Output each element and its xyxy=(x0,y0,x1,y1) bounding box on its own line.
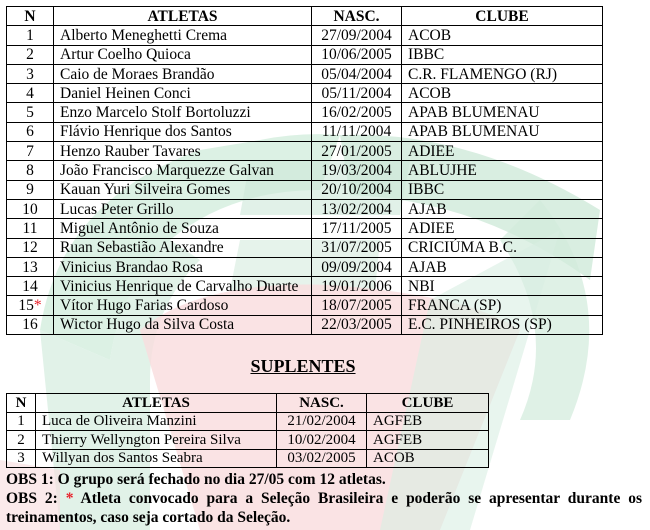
table-row xyxy=(7,161,603,180)
table-row xyxy=(7,122,603,141)
table-row xyxy=(7,199,603,218)
athlete-birth-date: 05/11/2004 xyxy=(312,84,402,103)
header-athletes: ATLETAS xyxy=(54,7,312,26)
number-value: 13 xyxy=(22,258,38,276)
header-birth: NASC. xyxy=(312,7,402,26)
athlete-number xyxy=(7,180,54,199)
header-birth: NASC. xyxy=(277,394,367,413)
table-row xyxy=(7,64,603,83)
athlete-name: Flávio Henrique dos Santos xyxy=(54,122,312,141)
athlete-club: APAB BLUMENAU xyxy=(402,103,603,122)
header-n: N xyxy=(7,394,36,413)
athlete-number xyxy=(7,219,54,238)
athlete-club: IBBC xyxy=(402,180,603,199)
athlete-name: Miguel Antônio de Souza xyxy=(54,219,312,238)
athlete-birth-date: 27/01/2005 xyxy=(312,142,402,161)
athlete-club: AGFEB xyxy=(367,412,489,431)
number-value: 4 xyxy=(26,84,34,102)
table-row xyxy=(7,277,603,296)
header-club: CLUBE xyxy=(367,394,489,413)
athlete-name: Enzo Marcelo Stolf Bortoluzzi xyxy=(54,103,312,122)
athlete-name: Caio de Moraes Brandão xyxy=(54,64,312,83)
number-value: 1 xyxy=(26,26,34,44)
athlete-club: E.C. PINHEIROS (SP) xyxy=(402,315,603,334)
table-row xyxy=(7,26,603,45)
table-row xyxy=(7,45,603,64)
athlete-birth-date: 20/10/2004 xyxy=(312,180,402,199)
athlete-birth-date: 22/03/2005 xyxy=(312,315,402,334)
athlete-number xyxy=(7,412,36,431)
athlete-club: ACOB xyxy=(367,449,489,468)
table-row xyxy=(7,180,603,199)
athlete-club: NBI xyxy=(402,277,603,296)
athlete-club: ADIEE xyxy=(402,219,603,238)
obs2-label: OBS 2: xyxy=(6,490,66,507)
header-club: CLUBE xyxy=(402,7,603,26)
number-value: 2 xyxy=(17,431,25,448)
table-row xyxy=(7,219,603,238)
number-value: 10 xyxy=(22,200,38,218)
athlete-name: Vítor Hugo Farias Cardoso xyxy=(54,296,312,315)
athlete-birth-date: 27/09/2004 xyxy=(312,26,402,45)
number-value: 5 xyxy=(26,104,34,122)
number-value: 14 xyxy=(22,277,38,295)
athlete-number xyxy=(7,26,54,45)
athlete-number xyxy=(7,238,54,257)
number-value: 12 xyxy=(22,239,38,257)
athlete-number xyxy=(7,45,54,64)
observation-2 xyxy=(6,489,642,527)
athlete-name: Lucas Peter Grillo xyxy=(54,199,312,218)
obs2-text: Atleta convocado para a Seleção Brasileira e poderão se apresentar durante os treinamentos, caso seja cortado da Seleção. xyxy=(6,490,642,526)
athlete-name: Luca de Oliveira Manzini xyxy=(36,412,277,431)
table-row xyxy=(7,84,603,103)
number-value: 9 xyxy=(26,181,34,199)
table-row xyxy=(7,142,603,161)
athlete-birth-date: 10/06/2005 xyxy=(312,45,402,64)
athlete-birth-date: 21/02/2004 xyxy=(277,412,367,431)
table-row xyxy=(7,103,603,122)
number-value: 11 xyxy=(22,219,38,237)
athlete-name: Daniel Heinen Conci xyxy=(54,84,312,103)
athlete-name: Ruan Sebastião Alexandre xyxy=(54,238,312,257)
athlete-number xyxy=(7,199,54,218)
athlete-birth-date: 19/03/2004 xyxy=(312,161,402,180)
athlete-name: Vinicius Brandao Rosa xyxy=(54,257,312,276)
athlete-number xyxy=(7,277,54,296)
table-row xyxy=(7,238,603,257)
athlete-birth-date: 10/02/2004 xyxy=(277,431,367,450)
number-value: 8 xyxy=(26,162,34,180)
athlete-number xyxy=(7,103,54,122)
table-row xyxy=(7,412,489,431)
athlete-club: ABLUJHE xyxy=(402,161,603,180)
athlete-birth-date: 18/07/2005 xyxy=(312,296,402,315)
asterisk-marker: * xyxy=(33,297,42,315)
athlete-club: AGFEB xyxy=(367,431,489,450)
asterisk-marker: * xyxy=(65,490,74,507)
table-header-row xyxy=(7,394,489,413)
athlete-birth-date: 09/09/2004 xyxy=(312,257,402,276)
number-value: 1 xyxy=(17,413,25,430)
number-value: 16 xyxy=(22,316,38,334)
number-value: 2 xyxy=(26,46,34,64)
number-value: 15 xyxy=(18,297,34,315)
athlete-club: IBBC xyxy=(402,45,603,64)
athlete-birth-date: 19/01/2006 xyxy=(312,277,402,296)
athlete-name: Alberto Meneghetti Crema xyxy=(54,26,312,45)
athlete-name: Vinicius Henrique de Carvalho Duarte xyxy=(54,277,312,296)
header-athletes: ATLETAS xyxy=(36,394,277,413)
athlete-club: FRANCA (SP) xyxy=(402,296,603,315)
athlete-birth-date: 13/02/2004 xyxy=(312,199,402,218)
athlete-number xyxy=(7,142,54,161)
athlete-club: ACOB xyxy=(402,26,603,45)
athlete-name: Artur Coelho Quioca xyxy=(54,45,312,64)
number-value: 6 xyxy=(26,123,34,141)
substitutes-title: SUPLENTES xyxy=(250,356,356,376)
athlete-number xyxy=(7,296,54,315)
number-value: 7 xyxy=(26,142,34,160)
athlete-number xyxy=(7,431,36,450)
athlete-name: Kauan Yuri Silveira Gomes xyxy=(54,180,312,199)
athlete-club: ACOB xyxy=(402,84,603,103)
athlete-birth-date: 31/07/2005 xyxy=(312,238,402,257)
athlete-birth-date: 16/02/2005 xyxy=(312,103,402,122)
athlete-name: Wictor Hugo da Silva Costa xyxy=(54,315,312,334)
athlete-club: AJAB xyxy=(402,199,603,218)
table-row xyxy=(7,315,603,334)
table-header-row xyxy=(7,7,603,26)
athlete-club: ADIEE xyxy=(402,142,603,161)
athletes-table xyxy=(6,6,603,335)
athlete-name: Willyan dos Santos Seabra xyxy=(36,449,277,468)
athlete-birth-date: 05/04/2004 xyxy=(312,64,402,83)
observation-1: OBS 1: O grupo será fechado no dia 27/05 com 12 atletas. xyxy=(6,471,386,488)
substitutes-table xyxy=(6,393,489,468)
athlete-name: Thierry Wellyngton Pereira Silva xyxy=(36,431,277,450)
athlete-name: João Francisco Marquezze Galvan xyxy=(54,161,312,180)
athlete-number xyxy=(7,257,54,276)
athlete-number xyxy=(7,84,54,103)
number-value: 3 xyxy=(26,65,34,83)
athlete-birth-date: 03/02/2005 xyxy=(277,449,367,468)
athlete-birth-date: 17/11/2005 xyxy=(312,219,402,238)
athlete-number xyxy=(7,315,54,334)
athlete-number xyxy=(7,122,54,141)
athlete-club: APAB BLUMENAU xyxy=(402,122,603,141)
table-row xyxy=(7,449,489,468)
athlete-club: AJAB xyxy=(402,257,603,276)
athlete-club: C.R. FLAMENGO (RJ) xyxy=(402,64,603,83)
athlete-birth-date: 11/11/2004 xyxy=(312,122,402,141)
number-value: 3 xyxy=(17,450,25,467)
athlete-club: CRICIÚMA B.C. xyxy=(402,238,603,257)
athlete-number xyxy=(7,161,54,180)
table-row xyxy=(7,257,603,276)
table-row xyxy=(7,431,489,450)
header-n: N xyxy=(7,7,54,26)
athlete-number xyxy=(7,64,54,83)
athlete-name: Henzo Rauber Tavares xyxy=(54,142,312,161)
athlete-number xyxy=(7,449,36,468)
table-row xyxy=(7,296,603,315)
